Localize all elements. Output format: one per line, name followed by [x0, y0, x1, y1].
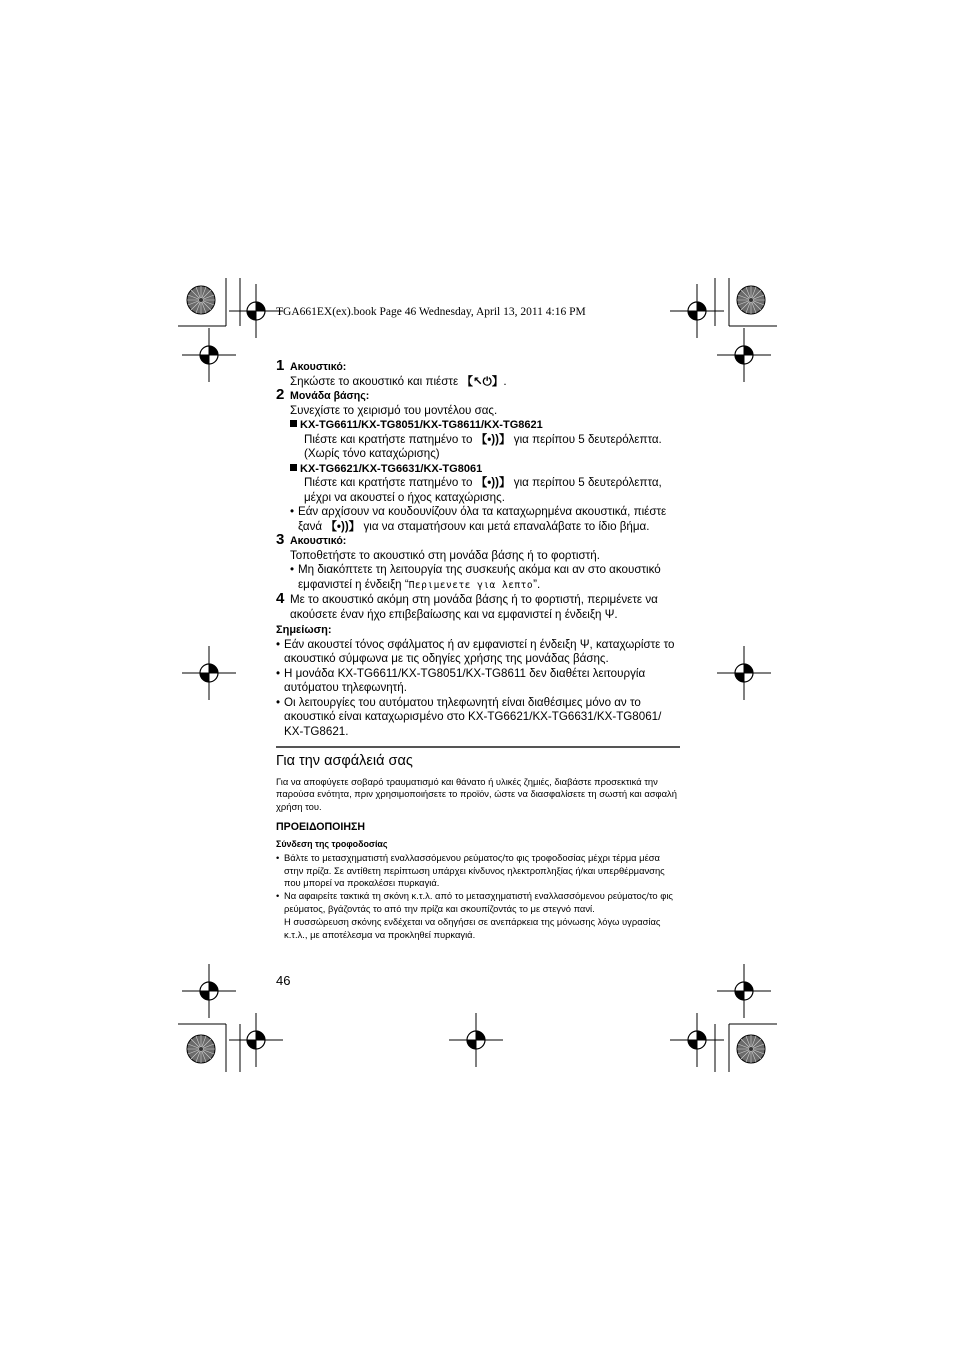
note-bullet: • Η μονάδα KX-TG6611/KX-TG8051/KX-TG8611 δεν διαθέτει λειτουργία αυτόματου τηλεφωνητή.: [276, 666, 646, 694]
warning-heading: ΠΡΟΕΙΔΟΠΟΙΗΣΗ: [276, 820, 366, 833]
page-number: 46: [276, 973, 291, 988]
step-3: [276, 531, 680, 563]
step-text: Τοποθετήστε το ακουστικό στη μονάδα βάσης ή το φορτιστή.: [290, 548, 600, 562]
step-2-note: • Εάν αρχίσουν να κουδουνίζουν όλα τα καταχωρημένα ακουστικά, πιέστε ξανά 【•))】 για να σταματήσουν και μετά επαναλάβατε το ίδιο βήμα.: [290, 505, 667, 533]
section-title: Για την ασφάλειά σας: [276, 753, 413, 769]
step-number: 3: [276, 531, 285, 548]
page-content: [276, 357, 680, 941]
antenna-icon: Ψ: [604, 607, 615, 621]
note-bullet: • Εάν ακουστεί τόνος σφάλματος ή αν εμφανιστεί η ένδειξη Ψ, καταχωρίστε το ακουστικό σύμφωνα με τις οδηγίες χρήσης της μονάδας βάσης.: [276, 637, 675, 665]
print-header: TGA661EX(ex).book Page 46 Wednesday, April 13, 2011 4:16 PM: [276, 306, 586, 318]
note-title: Σημείωση:: [276, 624, 332, 636]
step-text: Με το ακουστικό ακόμη στη μονάδα βάσης ή το φορτιστή, περιμένετε να ακούσετε έναν ήχο επιβεβαίωσης και να εμφανιστεί η ένδειξη Ψ.: [290, 593, 658, 621]
safety-continuation: Η συσσώρευση σκόνης ενδέχεται να οδηγήσει σε ανεπάρκεια της μόνωσης λόγω υγρασίας κ.τ.λ., με αποτέλεσμα να προκληθεί πυρκαγιά.: [284, 915, 661, 940]
locator-key-icon: 【•))】: [475, 476, 511, 489]
step-title: Ακουστικό:: [290, 535, 347, 547]
step-title: Ακουστικό:: [290, 361, 347, 373]
antenna-icon: Ψ: [579, 637, 590, 651]
section-divider: [276, 746, 680, 748]
safety-intro: Για να αποφύγετε σοβαρό τραυματισμό και θάνατο ή υλικές ζημιές, διαβάστε προσεκτικά την παρούσα ενότητα, πριν χρησιμοποιήσετε το προϊόν, ώστε να διασφαλίσετε τη σωστή και ασφαλή χρήση του.: [276, 775, 677, 813]
step-number: 2: [276, 386, 285, 403]
step-4: [276, 590, 680, 622]
note-bullet: • Οι λειτουργίες του αυτόματου τηλεφωνητή είναι διαθέσιμες μόνο αν το ακουστικό είναι καταχωρισμένο στο KX-TG6621/KX-TG6631/KX-TG8061/ KX-TG8621.: [276, 695, 662, 738]
step-title: Μονάδα βάσης:: [290, 390, 370, 402]
warning-subheading: Σύνδεση της τροφοδοσίας: [276, 839, 388, 850]
locator-key-icon: 【•))】: [325, 519, 361, 533]
square-bullet-icon: [290, 420, 297, 427]
step-1: [276, 357, 680, 389]
square-bullet-icon: [290, 464, 297, 471]
step-2: [276, 386, 680, 418]
model-instruction: Πιέστε και κρατήστε πατημένο το 【•))】 για περίπου 5 δευτερόλεπτα, μέχρι να ακουστεί ο ήχος καταχώρισης.: [304, 476, 662, 504]
step-text: Συνεχίστε το χειρισμό του μοντέλου σας.: [290, 403, 498, 417]
model-instruction: Πιέστε και κρατήστε πατημένο το 【•))】 για περίπου 5 δευτερόλεπτα. (Χωρίς τόνο καταχώρισης): [304, 432, 662, 460]
safety-bullet: • Βάλτε το μετασχηματιστή εναλλασσόμενου ρεύματος/το φις τροφοδοσίας μέχρι τέρμα μέσα στην πρίζα. Σε αντίθετη περίπτωση υπάρχει κίνδυνος ηλεκτροπληξίας ή/και υπερθέρμανσης που μπορεί να προκαλέσει πυρκαγιά.: [276, 851, 665, 889]
step-text: Σηκώστε το ακουστικό και πιέστε 【↖⏻】.: [290, 374, 507, 388]
lcd-message: Περιμενετε για λεπτο: [408, 579, 534, 591]
off-key-icon: 【↖⏻】: [461, 374, 504, 388]
locator-key-icon: 【•))】: [475, 432, 511, 446]
model-heading: KX-TG6611/KX-TG8051/KX-TG8611/KX-TG8621: [290, 418, 680, 433]
model-heading: KX-TG6621/KX-TG6631/KX-TG8061: [290, 462, 680, 477]
step-number: 4: [276, 590, 285, 607]
safety-bullet: • Να αφαιρείτε τακτικά τη σκόνη κ.τ.λ. από το μετασχηματιστή εναλλασσόμενου ρεύματος/το φις ρεύματος, βγάζοντάς το από την πρίζα και σκουπίζοντάς το με στεγνό πανί.: [276, 890, 673, 915]
step-3-note: • Μη διακόπτετε τη λειτουργία της συσκευής ακόμα και αν στο ακουστικό εμφανιστεί η ένδειξη “Περιμενετε για λεπτο”.: [290, 563, 661, 591]
step-number: 1: [276, 357, 285, 374]
